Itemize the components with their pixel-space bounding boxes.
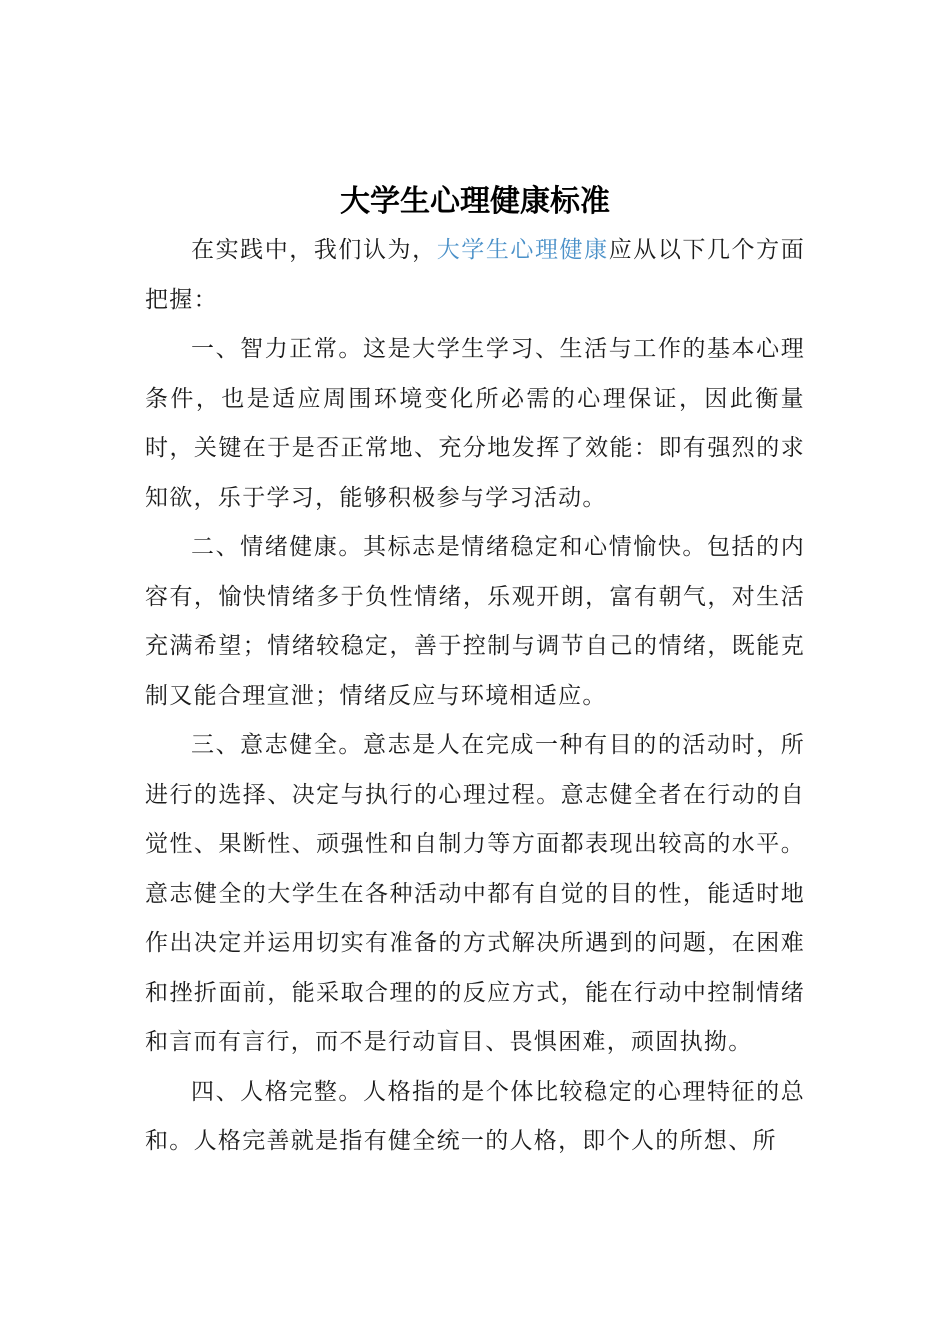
paragraph-will: 三、意志健全。意志是人在完成一种有目的的活动时，所进行的选择、决定与执行的心理过程。意志健全者在行动的自觉性、果断性、顽强性和自制力等方面都表现出较高的水平。意志健全的大学生在各种活动中都有自觉的目的性，能适时地作出决定并运用切实有准备的方式解决所遇到的问题，在困难和挫折面前，能采取合理的的反应方式，能在行动中控制情绪和言而有言行，而不是行动盲目、畏惧困难，顽固执拗。 [145, 732, 805, 1055]
document-title: 大学生心理健康标准 [340, 184, 610, 219]
intro-text-after: 应从以下几个方面把握： [145, 237, 805, 313]
intro-paragraph [145, 226, 805, 325]
document-body [145, 226, 805, 1167]
intro-text-before: 在实践中，我们认为， [191, 237, 437, 263]
paragraph-intelligence: 一、智力正常。这是大学生学习、生活与工作的基本心理条件，也是适应周围环境变化所必需的心理保证，因此衡量时，关键在于是否正常地、充分地发挥了效能：即有强烈的求知欲，乐于学习，能够积极参与学习活动。 [145, 336, 805, 511]
topic-link[interactable]: 大学生心理健康 [436, 237, 609, 263]
paragraph-emotion: 二、情绪健康。其标志是情绪稳定和心情愉快。包括的内容有，愉快情绪多于负性情绪，乐观开朗，富有朝气，对生活充满希望；情绪较稳定，善于控制与调节自己的情绪，既能克制又能合理宣泄；情绪反应与环境相适应。 [145, 534, 805, 709]
paragraph-personality: 四、人格完整。人格指的是个体比较稳定的心理特征的总和。人格完善就是指有健全统一的人格，即个人的所想、所 [145, 1078, 805, 1154]
